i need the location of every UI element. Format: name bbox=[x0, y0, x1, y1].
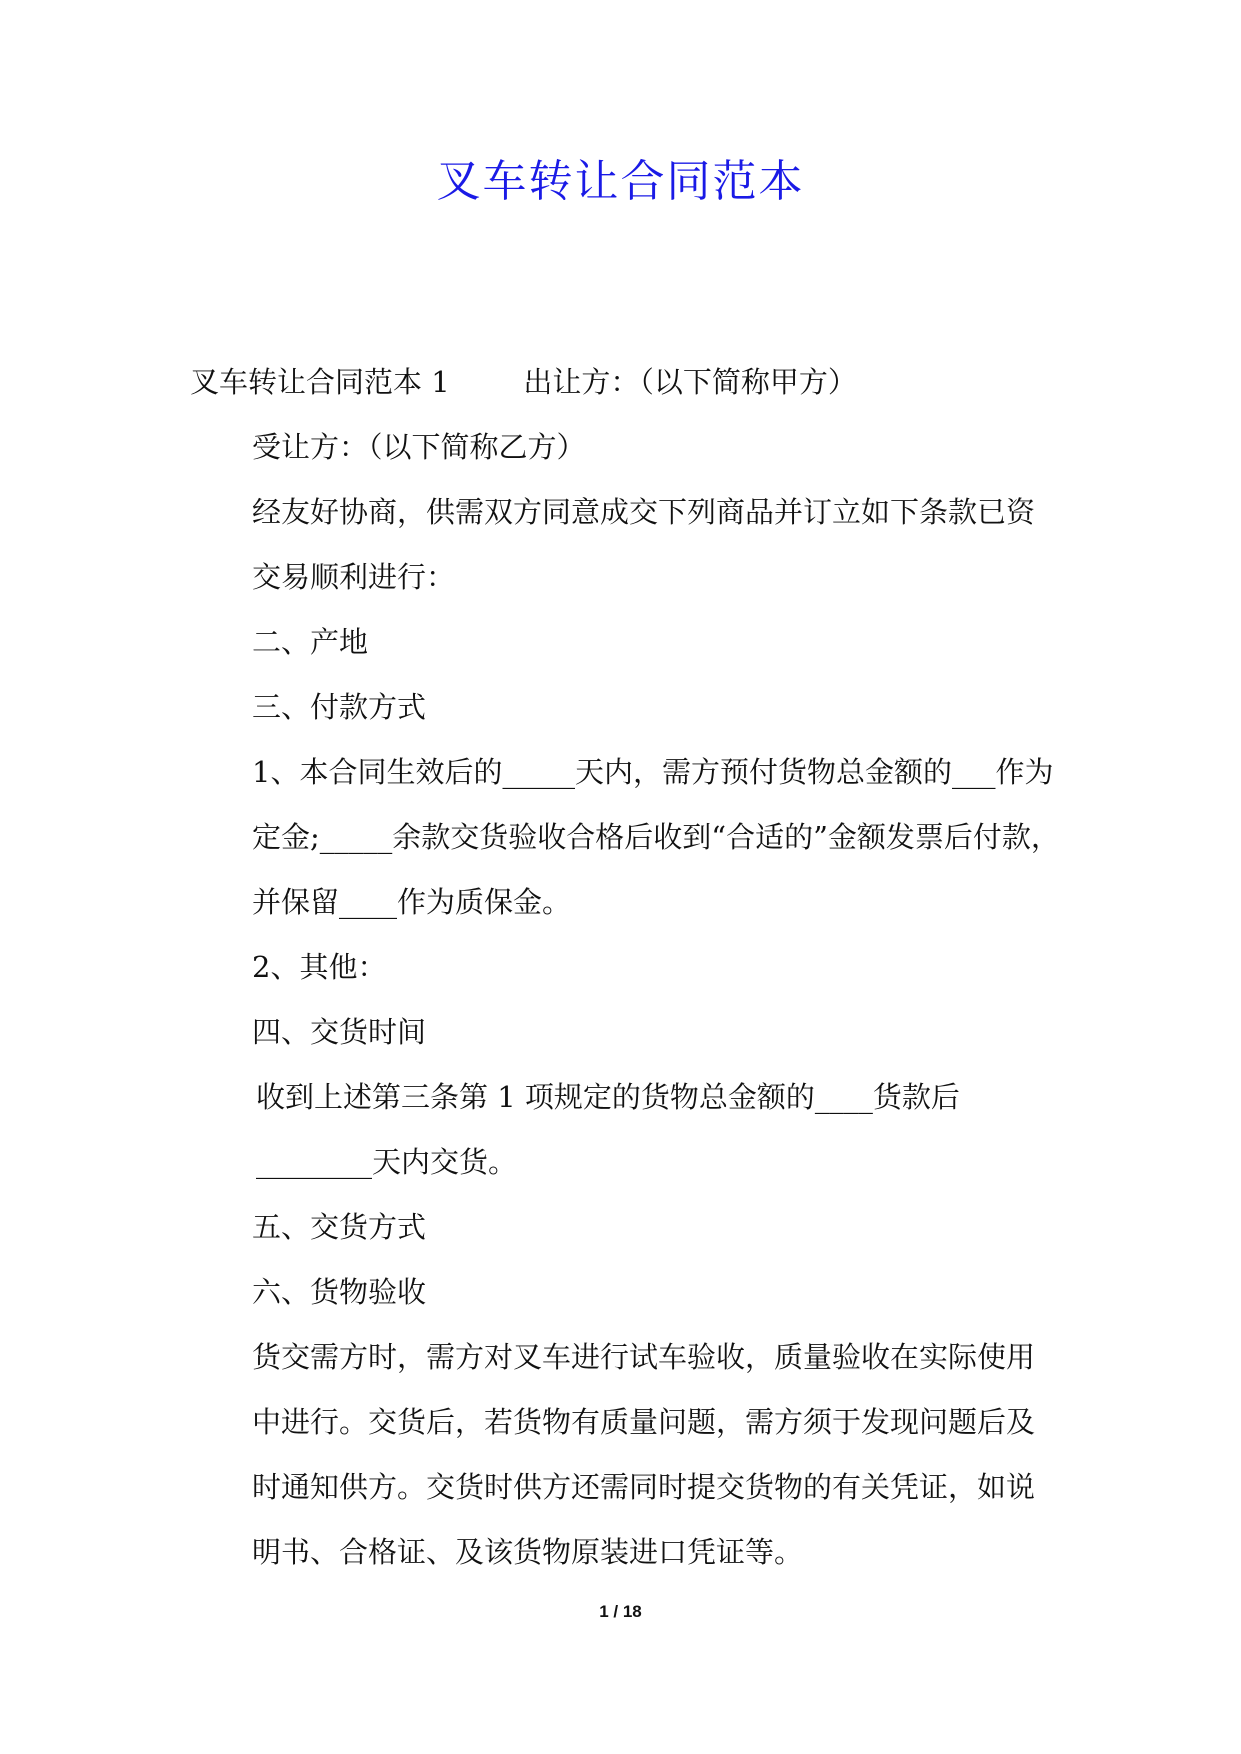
paragraph-inspection: 货交需方时，需方对叉车进行试车验收，质量验收在实际使用中进行。交货后，若货物有质量问题，需方须于发现问题后及时通知供方。交货时供方还需同时提交货物的有关凭证，如说明书、合格证、及该货物原装进口凭证等。 bbox=[252, 1340, 1036, 1569]
page-number: 1 / 18 bbox=[599, 1602, 642, 1621]
document-title: 叉车转让合同范本 bbox=[436, 156, 805, 207]
section-heading-delivery-time: 四、交货时间 bbox=[252, 1015, 427, 1049]
section-heading-origin: 二、产地 bbox=[252, 625, 369, 659]
section-heading-payment: 三、付款方式 bbox=[252, 690, 427, 724]
document-body bbox=[190, 350, 1062, 1585]
section-heading-delivery-method: 五、交货方式 bbox=[252, 1210, 427, 1244]
paragraph-parties-seller: 叉车转让合同范本 1 出让方：（以下简称甲方） bbox=[190, 365, 857, 399]
paragraph-payment-other: 2、其他： bbox=[252, 950, 387, 984]
paragraph-delivery-time: 收到上述第三条第 1 项规定的货物总金额的____货款后________天内交货。 bbox=[256, 1080, 960, 1179]
paragraph-preamble: 经友好协商，供需双方同意成交下列商品并订立如下条款已资交易顺利进行： bbox=[252, 495, 1036, 594]
paragraph-parties-buyer: 受让方：（以下简称乙方） bbox=[252, 430, 586, 464]
section-heading-inspection: 六、货物验收 bbox=[252, 1275, 427, 1309]
paragraph-payment-terms: 1、本合同生效后的_____天内，需方预付货物总金额的___作为定金;_____余款交货验收合格后收到“合适的”金额发票后付款，并保留____作为质保金。 bbox=[252, 755, 1060, 919]
